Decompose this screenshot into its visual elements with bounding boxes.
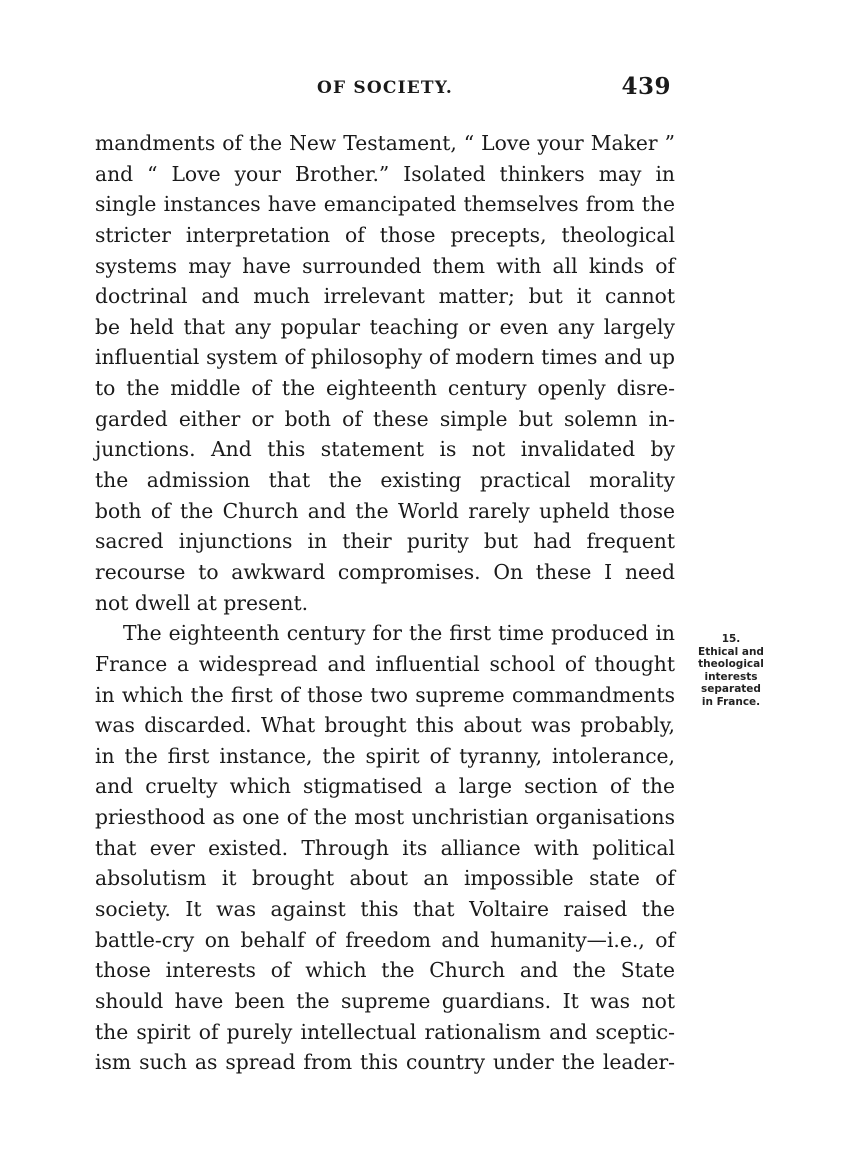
text-line: in the first instance, the spirit of tyranny, intolerance, (95, 743, 675, 768)
text-line: garded either or both of these simple but solemn in- (95, 406, 675, 431)
page-number: 439 (621, 73, 671, 100)
marginal-note-line: Ethical and (698, 645, 764, 658)
text-line: junctions. And this statement is not invalidated by (95, 437, 675, 462)
text-line: single instances have emancipated themselves from the (95, 192, 675, 217)
marginal-note (681, 633, 781, 708)
running-head (95, 73, 675, 108)
text-line: priesthood as one of the most unchristian organisations (95, 805, 675, 830)
text-line: should have been the supreme guardians. It was not (95, 988, 675, 1013)
text-line: the admission that the existing practical morality (95, 468, 675, 493)
text-line: and cruelty which stigmatised a large section of the (95, 774, 675, 799)
text-line: to the middle of the eighteenth century openly disre- (95, 376, 675, 401)
marginal-note-line: 15. (721, 633, 741, 645)
marginal-note-line: interests (704, 670, 758, 683)
text-line: influential system of philosophy of modern times and up (95, 345, 675, 370)
body-text (95, 128, 675, 1078)
running-title: OF SOCIETY. (316, 78, 454, 98)
marginal-note-line: separated (701, 683, 761, 695)
text-line: France a widespread and influential school of thought (95, 651, 675, 676)
paragraph-2 (95, 618, 675, 1078)
text-line: was discarded. What brought this about was probably, (95, 713, 675, 738)
text-line: battle-cry on behalf of freedom and humanity—i.e., of (95, 927, 675, 952)
marginal-note-line: theological (698, 658, 764, 670)
text-line: those interests of which the Church and the State (95, 958, 675, 983)
text-line: stricter interpretation of those precepts, theological (95, 222, 675, 247)
text-line: in which the first of those two supreme commandments (95, 682, 675, 707)
text-line: recourse to awkward compromises. On these I need (95, 559, 675, 584)
text-line: systems may have surrounded them with all kinds of (95, 253, 675, 278)
text-line: ism such as spread from this country under the leader- (95, 1050, 675, 1075)
text-line: The eighteenth century for the first time produced in (123, 621, 675, 646)
marginal-note-line: in France. (701, 695, 761, 708)
text-line: absolutism it brought about an impossible state of (95, 866, 675, 891)
text-line: that ever existed. Through its alliance with political (95, 835, 675, 860)
paragraph-1 (95, 128, 675, 618)
text-line: the spirit of purely intellectual rationalism and sceptic- (95, 1019, 675, 1044)
text-line: not dwell at present. (95, 590, 309, 615)
text-line: society. It was against this that Voltaire raised the (95, 897, 675, 922)
text-line: mandments of the New Testament, “ Love your Maker ” (95, 131, 675, 155)
text-line: doctrinal and much irrelevant matter; but it cannot (95, 284, 675, 309)
text-line: both of the Church and the World rarely upheld those (95, 498, 675, 523)
text-line: and “ Love your Brother.” Isolated thinkers may in (95, 161, 675, 186)
text-line: be held that any popular teaching or even any largely (95, 314, 675, 339)
text-line: sacred injunctions in their purity but had frequent (95, 529, 675, 554)
